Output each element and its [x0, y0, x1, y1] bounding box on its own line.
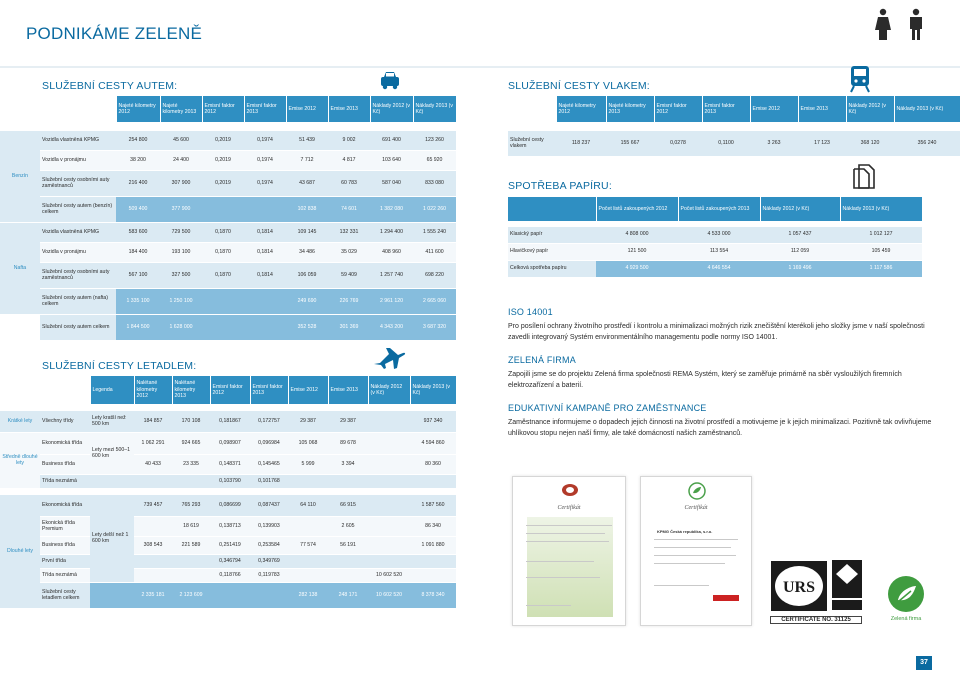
table-cell: 103 640	[370, 150, 413, 170]
table-cell: 1 844 500	[116, 314, 160, 340]
table-cell: Vozidla v pronájmu	[40, 150, 116, 170]
table-cell: Služební cesty vlakem	[508, 130, 556, 156]
train-header-col: Najeté kilometry 2013	[606, 96, 654, 122]
edu-title: EDUKATIVNÍ KAMPANĚ PRO ZAMĚSTNANCE	[508, 403, 707, 413]
group-long: Dlouhé lety	[0, 494, 40, 608]
table-cell: 7 712	[286, 150, 328, 170]
table-cell: 0,103790	[210, 474, 250, 488]
table-cell	[172, 474, 210, 488]
table-cell: 74 601	[328, 196, 370, 222]
table-cell	[368, 432, 410, 454]
table-cell: 1 257 740	[370, 262, 413, 288]
table-cell	[288, 474, 328, 488]
table-cell: 64 110	[288, 494, 328, 516]
green-body: Zapojili jsme se do projektu Zelená firma společnosti REMA Systém, který se zaměřuje primárně na sběr vysloužilých firemních elektrozařízení a baterií.	[508, 370, 902, 389]
paper-header-col: Počet listů zakoupených 2012	[596, 197, 678, 221]
table-cell: 4 533 000	[678, 226, 760, 243]
air-header-empty-1	[0, 376, 40, 404]
table-cell: 105 068	[288, 432, 328, 454]
iso-block	[508, 306, 938, 344]
table-cell: 282 138	[288, 582, 328, 608]
table-cell: 4 343 200	[370, 314, 413, 340]
table-cell: 0,087437	[250, 494, 288, 516]
table-cell: 583 600	[116, 222, 160, 242]
table-cell	[410, 474, 456, 488]
air-section-title: SLUŽEBNÍ CESTY LETADLEM:	[42, 360, 197, 372]
table-cell: 0,1974	[244, 170, 286, 196]
page-title: PODNIKÁME ZELENĚ	[26, 24, 203, 43]
table-cell: 9 002	[328, 130, 370, 150]
green-firm-icon	[886, 574, 926, 614]
table-cell: 112 059	[760, 243, 840, 260]
table-cell: 4 817	[328, 150, 370, 170]
paper-icon	[852, 162, 876, 190]
paper-header-col: Náklady 2012 (v Kč)	[760, 197, 840, 221]
table-cell: 4 808 000	[596, 226, 678, 243]
table-cell	[328, 554, 368, 568]
car-header-col: Emisní faktor 2013	[244, 96, 286, 122]
table-cell: 0,098907	[210, 432, 250, 454]
table-cell: 18 619	[172, 516, 210, 536]
table-cell	[210, 582, 250, 608]
table-cell: 0,101768	[250, 474, 288, 488]
table-cell: Ekonomická třída	[40, 432, 90, 454]
table-cell: 38 200	[116, 150, 160, 170]
table-cell: 0,181867	[210, 410, 250, 432]
table-cell: 765 293	[172, 494, 210, 516]
table-cell	[328, 568, 368, 582]
car-header-col: Emisní faktor 2012	[202, 96, 244, 122]
table-cell: 0,2019	[202, 130, 244, 150]
table-cell: 327 500	[160, 262, 202, 288]
air-header-empty-2	[40, 376, 90, 404]
table-cell: 509 400	[116, 196, 160, 222]
table-cell: 43 687	[286, 170, 328, 196]
table-cell: 698 220	[413, 262, 456, 288]
air-header-col: Legenda	[90, 376, 134, 404]
table-cell: 301 369	[328, 314, 370, 340]
table-cell	[288, 516, 328, 536]
table-cell: 254 800	[116, 130, 160, 150]
car-header-empty-2	[40, 96, 116, 122]
table-cell: 221 589	[172, 536, 210, 554]
rema-logo	[713, 595, 739, 601]
table-cell: Ekonomická třída	[40, 494, 90, 516]
train-header-empty	[508, 96, 556, 122]
table-cell: 60 783	[328, 170, 370, 196]
table-cell: 377 900	[160, 196, 202, 222]
table-cell: 45 600	[160, 130, 202, 150]
train-header-col: Emisní faktor 2013	[702, 96, 750, 122]
certificate-1	[512, 476, 626, 626]
table-cell: 184 857	[134, 410, 172, 432]
table-cell: 0,251419	[210, 536, 250, 554]
table-cell: 2 605	[328, 516, 368, 536]
table-cell: 587 040	[370, 170, 413, 196]
table-cell: 77 574	[288, 536, 328, 554]
table-cell: Vozidla vlastněná KPMG	[40, 222, 116, 242]
table-cell	[328, 474, 368, 488]
car-header-col: Náklady 2012 (v Kč)	[370, 96, 413, 122]
table-cell: 59 409	[328, 262, 370, 288]
cert-1-title: Certifikát	[557, 505, 581, 511]
table-cell: 35 029	[328, 242, 370, 262]
table-cell: Business třída	[40, 454, 90, 474]
table-cell: 106 059	[286, 262, 328, 288]
table-cell: 0,145465	[250, 454, 288, 474]
table-cell: 739 457	[134, 494, 172, 516]
table-cell	[288, 568, 328, 582]
woman-icon	[875, 8, 891, 40]
table-cell: Služební cesty osobními auty zaměstnanců	[40, 170, 116, 196]
table-cell	[368, 516, 410, 536]
air-header-col: Emise 2013	[328, 376, 368, 404]
table-cell: 833 080	[413, 170, 456, 196]
table-cell: 40 433	[134, 454, 172, 474]
table-cell: 307 900	[160, 170, 202, 196]
green-firm-logo	[880, 574, 932, 626]
table-cell	[172, 554, 210, 568]
table-cell: 5 999	[288, 454, 328, 474]
train-header-col: Emise 2013	[798, 96, 846, 122]
table-cell: 1 022 260	[413, 196, 456, 222]
table-cell: 80 360	[410, 454, 456, 474]
car-header-col: Náklady 2013 (v Kč)	[413, 96, 456, 122]
table-cell: 2 665 060	[413, 288, 456, 314]
table-cell: 66 915	[328, 494, 368, 516]
table-cell: 356 240	[894, 130, 960, 156]
table-cell	[134, 568, 172, 582]
paper-header-col: Počet listů zakoupených 2013	[678, 197, 760, 221]
table-cell: 0,0278	[654, 130, 702, 156]
table-cell: 0,1870	[202, 242, 244, 262]
table-cell: 248 171	[328, 582, 368, 608]
car-header-col: Emise 2012	[286, 96, 328, 122]
table-cell: 1 294 400	[370, 222, 413, 242]
table-cell	[368, 474, 410, 488]
table-cell	[410, 568, 456, 582]
table-cell: 2 335 181	[134, 582, 172, 608]
cert-1-watermark	[527, 517, 613, 617]
table-cell: 0,096984	[250, 432, 288, 454]
train-header-col: Náklady 2013 (v Kč)	[894, 96, 960, 122]
table-cell: 1 012 127	[840, 226, 922, 243]
green-title: ZELENÁ FIRMA	[508, 355, 576, 365]
table-cell	[410, 554, 456, 568]
table-cell: Business třída	[40, 536, 90, 554]
table-cell: 368 120	[846, 130, 894, 156]
urs-crest-icon	[770, 560, 828, 612]
table-cell: 2 123 609	[172, 582, 210, 608]
table-cell: 1 587 560	[410, 494, 456, 516]
table-cell: 249 690	[286, 288, 328, 314]
table-cell	[244, 314, 286, 340]
iso-title: ISO 14001	[508, 307, 553, 317]
train-header-col: Emisní faktor 2012	[654, 96, 702, 122]
table-cell: 0,148371	[210, 454, 250, 474]
edu-body: Zaměstnance informujeme o dopadech jejich činnosti na životní prostředí a motivujeme je k jejich minimalizaci. Pozitivně tak ovlivňujeme uhlíkovou stopu nejen naší firmy, ale také domácností našich zaměstnanců.	[508, 418, 932, 437]
table-cell: 23 335	[172, 454, 210, 474]
table-cell: 729 500	[160, 222, 202, 242]
table-cell: 0,118766	[210, 568, 250, 582]
car-icon	[378, 68, 402, 92]
table-cell: Lety delší než 1 600 km	[90, 494, 134, 582]
table-cell: 408 960	[370, 242, 413, 262]
table-cell: 0,138713	[210, 516, 250, 536]
table-cell: 4 646 554	[678, 260, 760, 277]
table-cell: 0,2019	[202, 150, 244, 170]
table-cell: 170 108	[172, 410, 210, 432]
table-cell: Třída neznámá	[40, 474, 90, 488]
train-section-title: SLUŽEBNÍ CESTY VLAKEM:	[508, 80, 650, 92]
paper-table	[508, 197, 923, 278]
table-cell: 0,349769	[250, 554, 288, 568]
table-cell	[244, 288, 286, 314]
table-cell: 121 500	[596, 243, 678, 260]
table-cell: 3 687 320	[413, 314, 456, 340]
air-header-col: Náklady 2012 (v Kč)	[368, 376, 410, 404]
table-cell	[368, 454, 410, 474]
table-cell: 102 838	[286, 196, 328, 222]
table-cell: 0,1814	[244, 242, 286, 262]
table-cell: 226 769	[328, 288, 370, 314]
group-benzin: Benzín	[0, 130, 40, 222]
table-cell: 10 602 520	[368, 568, 410, 582]
table-cell: 4 929 500	[596, 260, 678, 277]
urs-logo	[770, 560, 862, 626]
car-header-col: Emise 2013	[328, 96, 370, 122]
table-cell	[202, 288, 244, 314]
paper-section-title: SPOTŘEBA PAPÍRU:	[508, 180, 612, 192]
table-cell: 567 100	[116, 262, 160, 288]
table-cell: 0,1974	[244, 130, 286, 150]
table-cell	[134, 474, 172, 488]
table-cell	[368, 536, 410, 554]
table-cell: 0,253584	[250, 536, 288, 554]
table-cell: 17 123	[798, 130, 846, 156]
car-header-col: Najeté kilometry 2012	[116, 96, 160, 122]
table-cell	[368, 554, 410, 568]
cert-seal-icon	[561, 483, 579, 497]
table-cell: 132 331	[328, 222, 370, 242]
table-cell: 691 400	[370, 130, 413, 150]
table-cell: 0,086699	[210, 494, 250, 516]
table-cell: 0,1870	[202, 262, 244, 288]
table-cell: 155 667	[606, 130, 654, 156]
cert-2-title: Certifikát	[684, 505, 708, 511]
air-header-col: Emisní faktor 2012	[210, 376, 250, 404]
table-cell: 4 594 860	[410, 432, 456, 454]
train-icon	[848, 64, 872, 94]
train-header-col: Najeté kilometry 2012	[556, 96, 606, 122]
airplane-icon	[372, 346, 406, 374]
train-table	[508, 96, 960, 157]
table-cell: 86 340	[410, 516, 456, 536]
certificate-2	[640, 476, 752, 626]
man-icon	[908, 8, 924, 40]
table-cell: Hlavičkový papír	[508, 243, 596, 260]
table-cell: 1 091 880	[410, 536, 456, 554]
car-table	[0, 96, 457, 341]
table-cell: 308 543	[134, 536, 172, 554]
table-cell: Služební cesty autem (nafta) celkem	[40, 288, 116, 314]
table-cell: Lety mezi 500–1 600 km	[90, 432, 134, 474]
train-header-col: Náklady 2012 (v Kč)	[846, 96, 894, 122]
table-cell: 1 250 100	[160, 288, 202, 314]
table-cell: Celková spotřeba papíru	[508, 260, 596, 277]
table-cell: 1 169 496	[760, 260, 840, 277]
group-medium: Středně dlouhé lety	[0, 432, 40, 488]
table-cell: 0,1100	[702, 130, 750, 156]
table-cell: 0,346794	[210, 554, 250, 568]
table-cell: Klasický papír	[508, 226, 596, 243]
table-cell: 1 555 240	[413, 222, 456, 242]
table-cell: Služební cesty letadlem celkem	[40, 582, 90, 608]
table-cell: Lety kratší než 500 km	[90, 410, 134, 432]
table-cell	[288, 554, 328, 568]
paper-header-col: Náklady 2013 (v Kč)	[840, 197, 922, 221]
group-short: Krátké lety	[0, 410, 40, 432]
car-header-col: Najeté kilometry 2013	[160, 96, 202, 122]
table-cell: 109 145	[286, 222, 328, 242]
table-cell: Vozidla vlastněná KPMG	[40, 130, 116, 150]
train-header-col: Emise 2012	[750, 96, 798, 122]
table-cell: 1 117 586	[840, 260, 922, 277]
table-cell: 1 628 000	[160, 314, 202, 340]
page-number: 37	[916, 656, 932, 670]
table-cell	[202, 196, 244, 222]
table-cell: Ekonická třída Premium	[40, 516, 90, 536]
air-header-col: Nalétané kilometry 2012	[134, 376, 172, 404]
table-cell: 193 100	[160, 242, 202, 262]
edu-block	[508, 402, 938, 440]
green-firm-label: Zelená firma	[890, 616, 922, 622]
table-cell: Služební cesty osobními auty zaměstnanců	[40, 262, 116, 288]
table-cell: Třída neznámá	[40, 568, 90, 582]
table-cell: 56 191	[328, 536, 368, 554]
air-header-col: Emisní faktor 2013	[250, 376, 288, 404]
table-cell: 29 387	[288, 410, 328, 432]
table-cell: 24 400	[160, 150, 202, 170]
air-header-col: Náklady 2013 (v Kč)	[410, 376, 456, 404]
table-cell: 105 459	[840, 243, 922, 260]
urs-label: URS	[782, 579, 816, 596]
table-cell: 1 057 437	[760, 226, 840, 243]
air-header-col: Emise 2012	[288, 376, 328, 404]
table-cell	[244, 196, 286, 222]
table-cell: 0,172757	[250, 410, 288, 432]
table-cell: 89 678	[328, 432, 368, 454]
table-cell: 34 486	[286, 242, 328, 262]
group-nafta: Nafta	[0, 222, 40, 314]
table-cell: 216 400	[116, 170, 160, 196]
ukas-icon	[832, 560, 862, 612]
table-cell: 352 528	[286, 314, 328, 340]
table-cell: 51 439	[286, 130, 328, 150]
table-cell: 29 387	[328, 410, 368, 432]
table-cell: Vozidla v pronájmu	[40, 242, 116, 262]
cert-2-company: KPMG Česká republika, s.r.o.	[657, 529, 713, 534]
table-cell	[250, 582, 288, 608]
table-cell	[172, 568, 210, 582]
table-cell: 0,1814	[244, 222, 286, 242]
paper-header-col	[508, 197, 596, 221]
table-cell: Všechny třídy	[40, 410, 90, 432]
table-cell: 10 602 520	[368, 582, 410, 608]
table-cell: 2 961 120	[370, 288, 413, 314]
table-cell: 0,2019	[202, 170, 244, 196]
table-cell: 3 394	[328, 454, 368, 474]
table-cell: 3 263	[750, 130, 798, 156]
table-cell: 0,1870	[202, 222, 244, 242]
air-header-col: Nalétané kilometry 2013	[172, 376, 210, 404]
table-cell: 1 335 100	[116, 288, 160, 314]
table-cell: 411 600	[413, 242, 456, 262]
table-cell: 118 237	[556, 130, 606, 156]
table-cell: 113 554	[678, 243, 760, 260]
table-cell: 0,1814	[244, 262, 286, 288]
table-cell: 1 062 291	[134, 432, 172, 454]
table-cell	[202, 314, 244, 340]
table-cell: Služební cesty autem (benzín) celkem	[40, 196, 116, 222]
table-cell	[368, 410, 410, 432]
air-table	[0, 376, 457, 609]
table-cell	[368, 494, 410, 516]
car-header-empty-1	[0, 96, 40, 122]
table-cell: 184 400	[116, 242, 160, 262]
table-cell: 0,139903	[250, 516, 288, 536]
table-cell: 924 665	[172, 432, 210, 454]
table-cell: Služební cesty autem celkem	[40, 314, 116, 340]
table-cell	[134, 516, 172, 536]
table-cell: První třída	[40, 554, 90, 568]
table-cell: 123 260	[413, 130, 456, 150]
table-cell: 8 378 340	[410, 582, 456, 608]
green-block	[508, 354, 938, 392]
header-rule	[0, 66, 960, 68]
table-cell	[134, 554, 172, 568]
table-cell: 0,119783	[250, 568, 288, 582]
car-section-title: SLUŽEBNÍ CESTY AUTEM:	[42, 80, 178, 92]
cert-leaf-icon	[687, 482, 707, 500]
table-cell: 0,1974	[244, 150, 286, 170]
table-cell: 65 920	[413, 150, 456, 170]
urs-certificate-number: CERTIFICATE NO. 31125	[770, 616, 862, 624]
table-cell: 937 340	[410, 410, 456, 432]
iso-body: Pro posílení ochrany životního prostředí i kontrolu a minimalizaci možných rizik znečištění kterékoli jeho složky jsme v naší společnosti zavedli integrovaný Systém environmentálního managementu podle normy ISO 14001.	[508, 322, 925, 341]
table-cell: 1 382 080	[370, 196, 413, 222]
